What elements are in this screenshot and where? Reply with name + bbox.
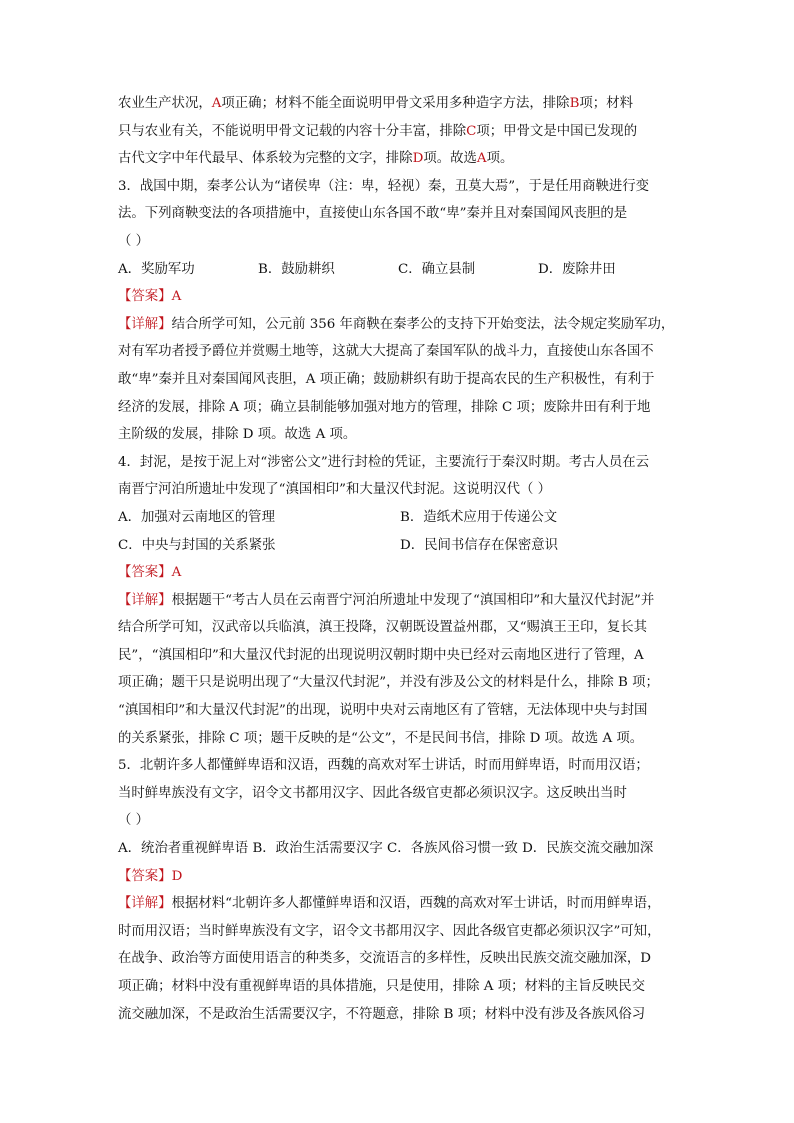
intro-line: 古代文字中年代最早、体系较为完整的文字，排除D项。故选A项。 — [118, 151, 514, 167]
question-stem-line: （ ） — [118, 233, 150, 249]
option-a: A．奖励军功 — [118, 261, 195, 277]
detail-line: 民”，“滇国相印”和大量汉代封泥的出现说明汉朝时期中央已经对云南地区进行了管理，A — [118, 647, 644, 663]
detail-line: 经济的发展，排除 A 项；确立县制能够加强对地方的管理，排除 C 项；废除井田有利于地 — [118, 399, 651, 415]
question-4 — [118, 449, 678, 753]
detail-line: 项正确；题干只是说明出现了“大量汉代封泥”，并没有涉及公文的材料是什么，排除 B 项； — [118, 675, 659, 691]
option-d: D．废除井田 — [538, 261, 616, 277]
answer-tag: 【答案】 — [118, 565, 172, 581]
answer-value: A — [171, 289, 182, 305]
options-row — [118, 532, 678, 560]
detail-line: 主阶级的发展，排除 D 项。故选 A 项。 — [118, 427, 357, 443]
question-stem-line: 法。下列商鞅变法的各项措施中，直接使山东各国不敢“卑”秦并且对秦国闻风丧胆的是 — [118, 206, 628, 222]
option-d: D．民间书信存在保密意识 — [400, 537, 559, 553]
detail-line: 时而用汉语；当时鲜卑族没有文字，诏令文书都用汉字、因此各级官吏都必须识汉字”可知， — [118, 923, 661, 939]
answer-value: D — [171, 868, 183, 884]
detail-line: 敢“卑”秦并且对秦国闻风丧胆，A 项正确；鼓励耕织有助于提高农民的生产积极性，有利于 — [118, 371, 655, 387]
answer-line — [118, 283, 678, 311]
options-row — [118, 504, 678, 532]
question-5 — [118, 752, 678, 1028]
answer-value: A — [171, 565, 182, 581]
options-row: A．统治者重视鲜卑语 B．政治生活需要汉字 C．各族风俗习惯一致 D．民族交流交融加深 — [118, 841, 654, 857]
intro-line: 农业生产状况，A项正确；材料不能全面说明甲骨文采用多种造字方法，排除B项；材料 — [118, 96, 633, 111]
option-a: A．加强对云南地区的管理 — [118, 509, 275, 525]
question-stem-line: 3．战国中期，秦孝公认为“诸侯卑（注：卑，轻视）秦，丑莫大焉”，于是任用商鞅进行变 — [118, 178, 650, 194]
question-stem-line: 5．北朝许多人都懂鲜卑语和汉语，西魏的高欢对军士讲话，时而用鲜卑语，时而用汉语； — [118, 758, 649, 774]
option-b: B．鼓励耕织 — [258, 261, 335, 277]
detail-tag: 【详解】 — [118, 896, 172, 912]
detail-line: 的关系紧张，排除 C 项；题干反映的是“公文”，不是民间书信，排除 D 项。故选 A 项。 — [118, 730, 644, 746]
intro-line: 只与农业有关，不能说明甲骨文记载的内容十分丰富，排除C项；甲骨文是中国已发现的 — [118, 123, 638, 139]
detail-line: “滇国相印”和大量汉代封泥”的出现，说明中央对云南地区有了管辖，无法体现中央与封国 — [118, 703, 648, 719]
document-page — [118, 90, 678, 1028]
options-row — [118, 256, 678, 284]
detail-line: 流交融加深，不是政治生活需要汉字，不符题意，排除 B 项；材料中没有涉及各族风俗习 — [118, 1006, 646, 1022]
detail-line: 【详解】根据题干“考古人员在云南晋宁河泊所遗址中发现了“滇国相印”和大量汉代封泥”并 — [118, 592, 655, 608]
detail-line: 【详解】结合所学可知，公元前 356 年商鞅在秦孝公的支持下开始变法，法令规定奖励军功， — [118, 316, 675, 332]
answer-line — [118, 863, 678, 891]
answer-tag: 【答案】 — [118, 289, 172, 305]
option-c: C．中央与封国的关系紧张 — [118, 537, 276, 553]
detail-tag: 【详解】 — [118, 592, 172, 608]
detail-line: 项正确；材料中没有重视鲜卑语的具体措施，只是使用，排除 A 项；材料的主旨反映民交 — [118, 979, 646, 994]
question-stem-line: 南晋宁河泊所遗址中发现了“滇国相印”和大量汉代封泥。这说明汉代（ ） — [118, 482, 552, 498]
detail-line: 结合所学可知，汉武帝以兵临滇，滇王投降，汉朝既设置益州郡，又“赐滇王王印，复长其 — [118, 620, 648, 636]
question-stem-line: 4．封泥，是按于泥上对“涉密公文”进行封检的凭证，主要流行于秦汉时期。考古人员在云 — [118, 454, 650, 470]
detail-tag: 【详解】 — [118, 316, 172, 332]
detail-line: 对有军功者授予爵位并赏赐土地等，这就大大提高了秦国军队的战斗力，直接使山东各国不 — [118, 344, 654, 360]
question-stem-line: 当时鲜卑族没有文字，诏令文书都用汉字、因此各级官吏都必须识汉字。这反映出当时 — [118, 785, 627, 801]
question-3 — [118, 173, 678, 449]
answer-line — [118, 559, 678, 587]
question-stem-line: （ ） — [118, 813, 150, 829]
answer-tag: 【答案】 — [118, 868, 172, 884]
detail-line: 在战争、政治等方面使用语言的种类多，交流语言的多样性，反映出民族交流交融加深，D — [118, 951, 651, 967]
option-b: B．造纸术应用于传递公文 — [400, 509, 558, 525]
detail-line: 【详解】根据材料“北朝许多人都懂鲜卑语和汉语，西魏的高欢对军士讲话，时而用鲜卑语， — [118, 896, 661, 912]
option-c: C．确立县制 — [398, 261, 476, 277]
